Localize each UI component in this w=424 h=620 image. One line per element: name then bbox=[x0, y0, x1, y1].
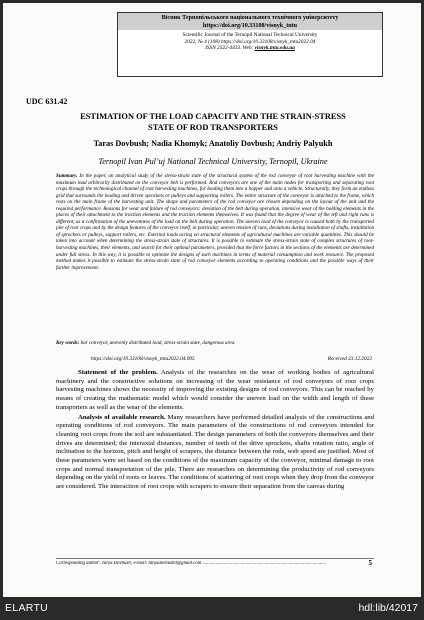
repository-name: ELARTU bbox=[5, 602, 49, 614]
keywords-text: bar conveyor, unevenly distributed load, stress-strain state, dangerous area. bbox=[80, 340, 236, 346]
handle-identifier[interactable]: hdl:lib/42017 bbox=[358, 602, 418, 614]
corresponding-author-note: Corresponding author: Taras Dovbush; e-mail: tarasdovbush9@gmail.com ....................................................................................................... bbox=[56, 561, 327, 566]
paper-title-line-1: ESTIMATION OF THE LOAD CAPACITY AND THE STRAIN-STRESS bbox=[80, 112, 346, 121]
abstract bbox=[56, 173, 374, 271]
paper-title-line-2: STATE OF ROD TRANSPORTERS bbox=[148, 123, 278, 132]
section-heading: Analysis of available research. bbox=[78, 413, 166, 421]
issue-doi[interactable]: 2022, № 4 (108) https://doi.org/10.33108/visnyk_tntu2022.04 bbox=[184, 38, 316, 45]
udc-code: UDC 631.42 bbox=[26, 97, 68, 106]
journal-header-banner bbox=[118, 13, 382, 30]
footer-divider bbox=[56, 558, 374, 559]
author-list: Taras Dovbush; Nadia Khomyk; Anatoliy Dovbush; Andriy Palyukh bbox=[93, 139, 333, 148]
received-date: Received 23.12.2022 bbox=[327, 356, 372, 362]
page-number: 5 bbox=[368, 559, 372, 567]
abstract-label: Summary. bbox=[56, 173, 78, 179]
keywords-label: Key words: bbox=[56, 340, 80, 346]
issn-line bbox=[118, 45, 382, 52]
journal-page bbox=[3, 3, 421, 597]
article-body bbox=[56, 369, 374, 493]
section-analysis-of-research bbox=[56, 414, 374, 492]
paragraph-text: Analysis of the researches on the wear of working bodies of agricultural machinery and the constructive solutions on increasing of the wear resistance of rod conveyors of root crops harvesting machines shows the necessity of improving the existing designs of rod conveyors. This can be reached by means of creating the mathematic model which would consider the uneven load on the width and length of these transporters as well as the wear of the elements. bbox=[56, 369, 374, 411]
journal-website-link[interactable]: visnyk.tntu.edu.ua bbox=[254, 45, 295, 52]
journal-name-ukrainian: Вісник Тернопільського національного технічного університету bbox=[161, 15, 339, 21]
issn-text: ISSN 2522-4433. Web: bbox=[205, 45, 255, 52]
article-doi-link[interactable]: https://doi.org/10.33108/visnyk_tntu2022.04.005 bbox=[91, 356, 195, 362]
abstract-text: In the paper, an analytical study of the stress-strain state of the structural system of the rod conveyor of root harvesting machine with the maximum load arbitrarily distributed on the conveyor belt is performed. Rod conveyors are one of the main nodes for transporting and separating root crops through the technological channel of root harvesting machines, for loading them into a hopper and onto a vehicle. Structurally, they form an endless grid that surrounds the leading and driven sprockets or pulleys and supporting rollers. The entire structure of the conveyor is attached to the frame, which rests on the main frame of the harvesting unit. The shape and parameters of the rod conveyor are chosen depending on the layout of the unit and the required performance. Reasons for wear and failure of rod conveyors: deviation of the belt during operation, intensive wear of the holding elements in the places of their attachment to the traction elements and the traction elements themselves. It was found that the degree of wear of the left and right runs is different, as a confirmation of the unevenness of the load on the belt during operation. The uneven load of the conveyor is caused both by the transported pile of root crops and by the design features of the conveyor itself, in particular, uneven tension of runs, deviations during installation of shafts, installation of sprockets or pulleys, support rollers, etc. External loads acting on structural elements of agricultural machines are variable quantities. This should be taken into account when determining the stress-strain state of structures. It is possible to estimate the stress-strain state of complex structures of root-harvesting machines, their elements, and search for their optimal parameters, provided that the force factors in the sections of the elements are determined under full stress. In this way, it is possible to optimize the designs of such machines in terms of material consumption and work resource. The proposed method makes it possible to estimate the stress-strain state of rod conveyor elements according to operating conditions and the possible ways of their further improvement. bbox=[56, 173, 374, 271]
paragraph-text: Many researchers have performed detailed analysis of the constructions and operating conditions of rod conveyors. The main parameters of the constructions of rod conveyors intended for cleaning root crops from the soil are substantiated. The design parameters of both the conveyors themselves and their drives are determined; the interaxial distances, number of teeth of the drive sprockets, shafts rotation ratio, angle of inclination to the horizon, pitch and height of scrapers, the distance between the rods, web speed are justified. Most of these parameters were set based on the conditions of the maximum capacity of the conveyor, minimal damage to root crops and normal transportation of the pile. There are researches on determining the productivity of rod conveyors depending on the yield of roots or leaves. The conditions of scattering of root crops when they drop from the conveyor are considered. The interaction of root crops with scrapers to ensure their separation from the canvas during bbox=[56, 413, 374, 491]
keywords bbox=[56, 340, 374, 346]
journal-name-english: Scientific Journal of the Ternopil National Technical University bbox=[182, 32, 318, 38]
journal-doi-link[interactable]: https://doi.org/10.33108/visnyk_tntu bbox=[202, 23, 298, 29]
journal-header-details bbox=[118, 30, 382, 52]
paper-title bbox=[23, 111, 403, 133]
section-statement-of-problem bbox=[56, 369, 374, 413]
journal-header-box bbox=[117, 12, 383, 77]
author-affiliation: Ternopil Ivan Pul’uj National Technical University, Ternopil, Ukraine bbox=[98, 157, 328, 166]
section-heading: Statement of the problem. bbox=[78, 369, 158, 376]
